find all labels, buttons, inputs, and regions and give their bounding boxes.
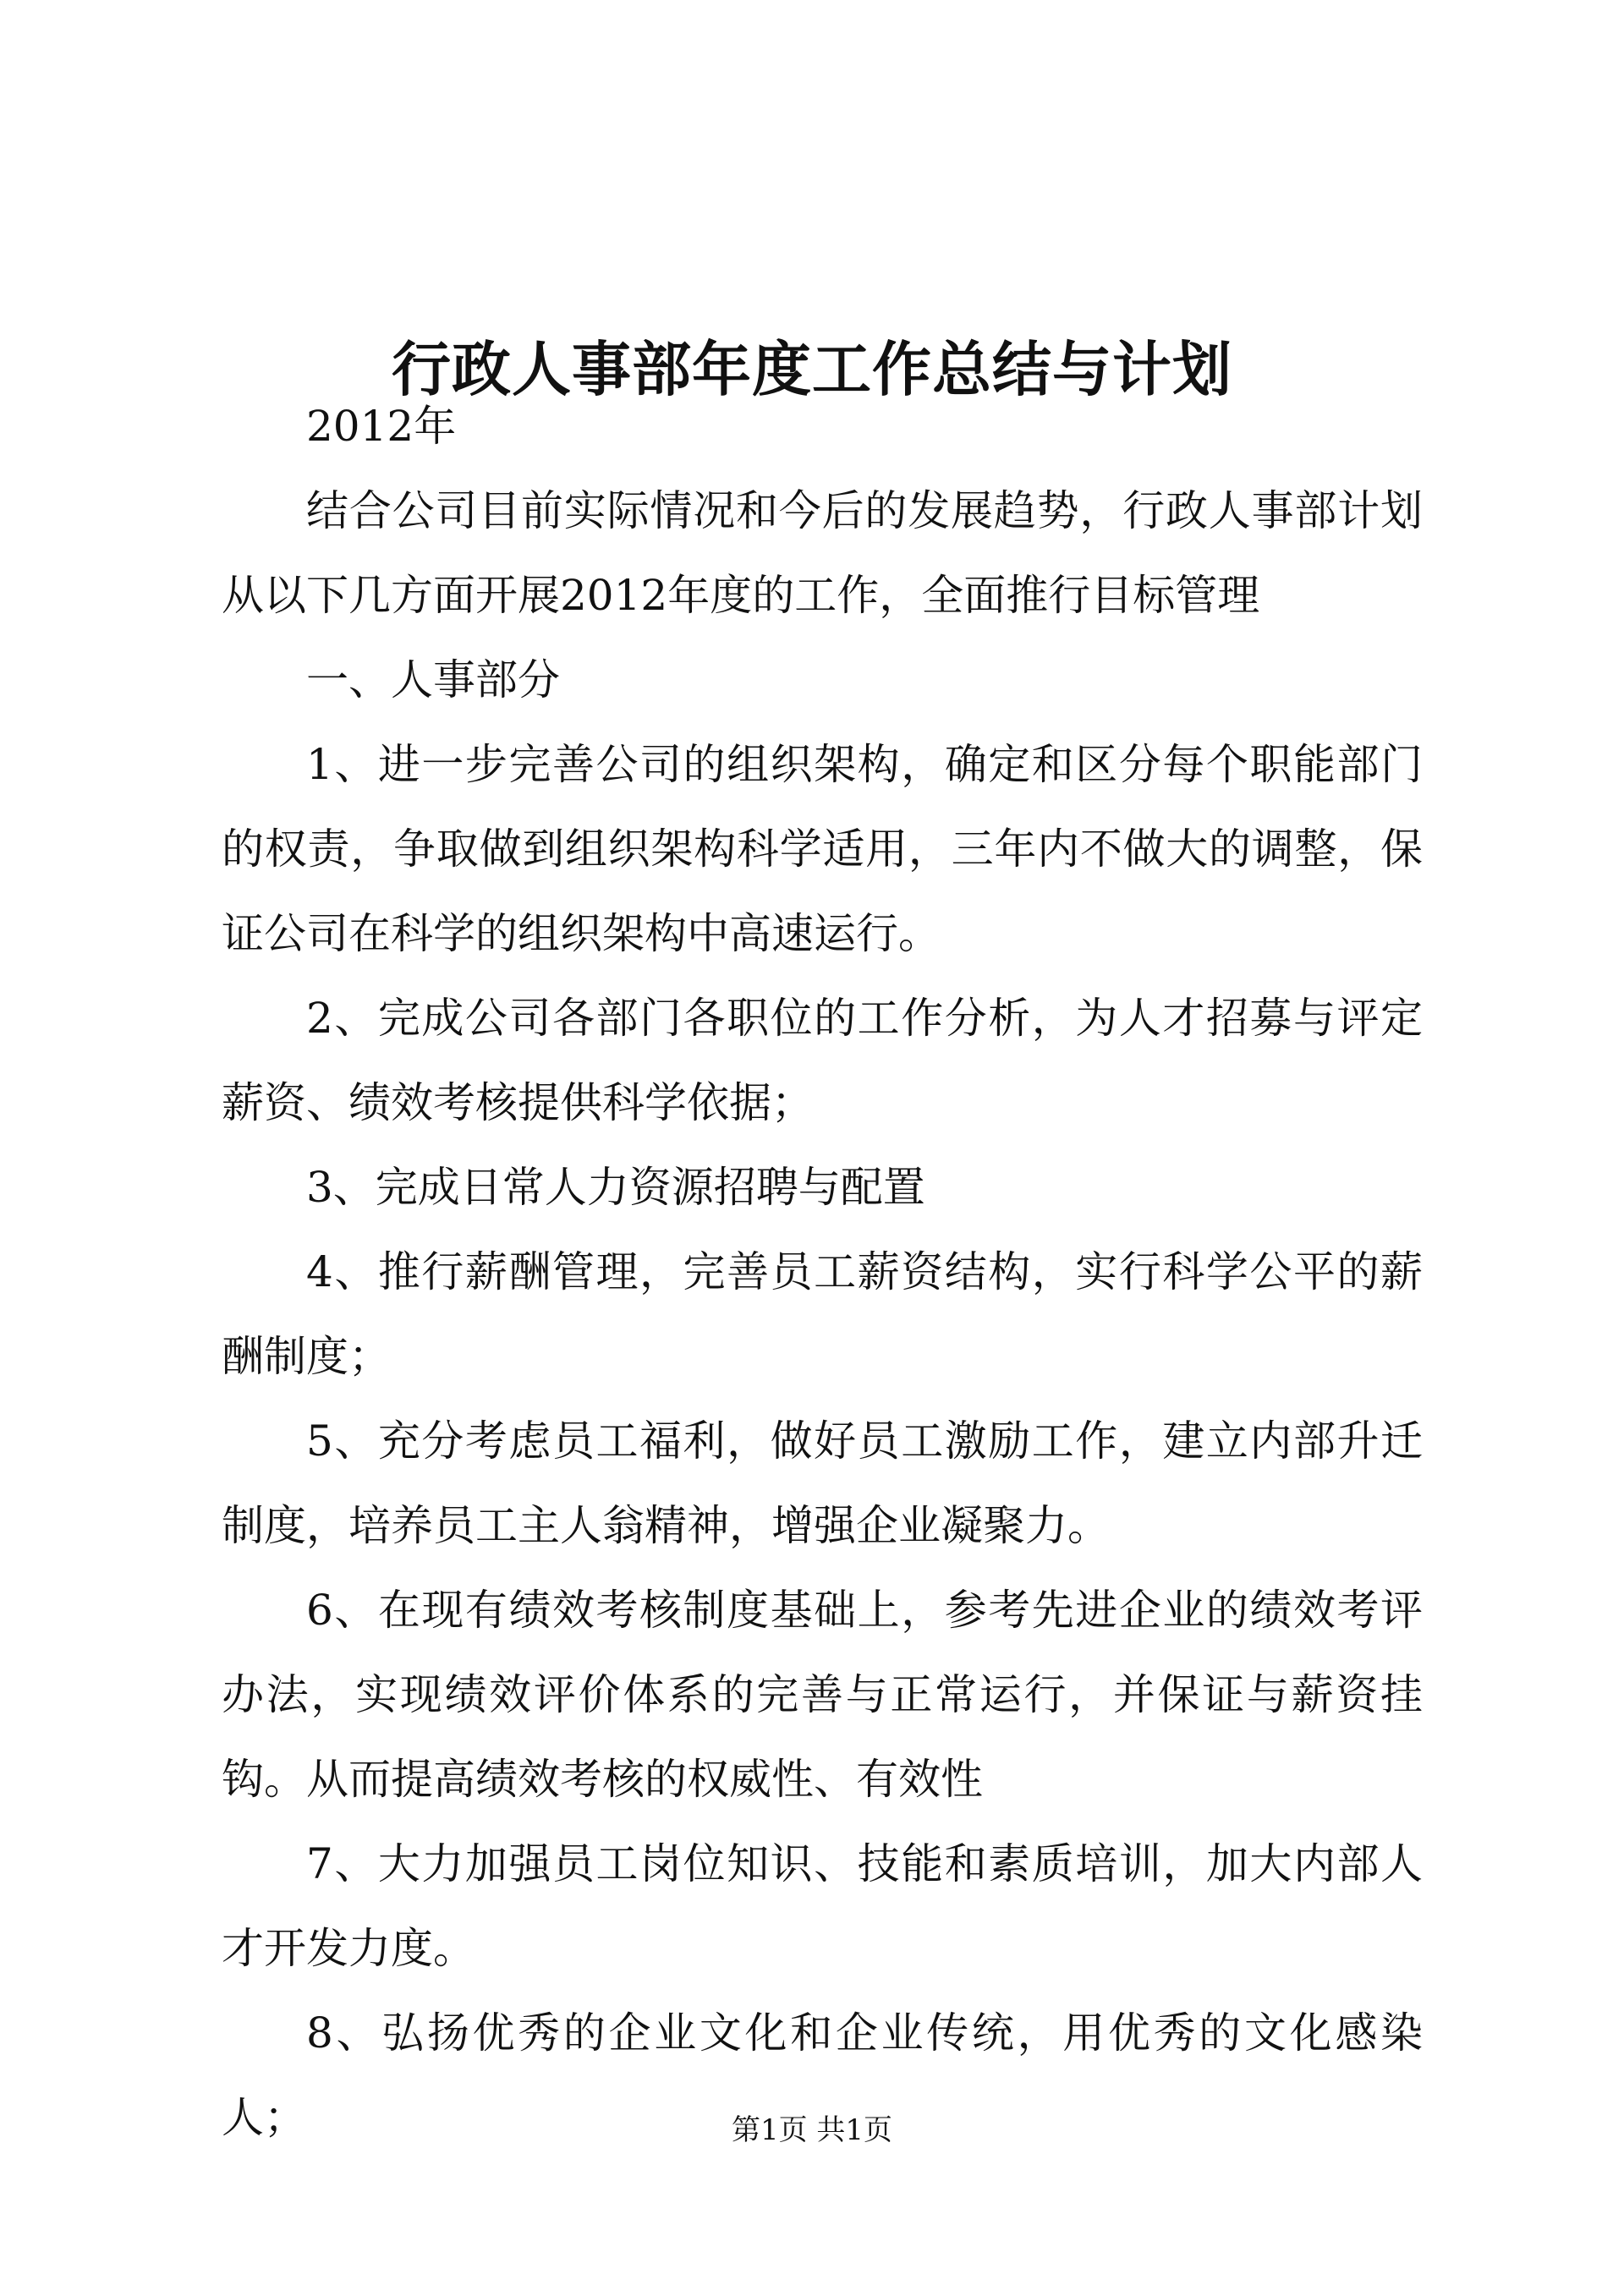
document-title: 行政人事部年度工作总结与计划 bbox=[392, 333, 1232, 404]
list-item-4: 4、推行薪酬管理，完善员工薪资结构，实行科学公平的薪酬制度； bbox=[222, 1247, 1423, 1381]
list-item-3: 3、完成日常人力资源招聘与配置 bbox=[306, 1163, 925, 1212]
document-body bbox=[222, 384, 1423, 2160]
list-item-6: 6、在现有绩效考核制度基础上，参考先进企业的绩效考评办法，实现绩效评价体系的完善与正常运行，并保证与薪资挂钩。从而提高绩效考核的权威性、有效性 bbox=[222, 1586, 1423, 1804]
list-item-1: 1、进一步完善公司的组织架构，确定和区分每个职能部门的权责，争取做到组织架构科学适用，三年内不做大的调整，保证公司在科学的组织架构中高速运行。 bbox=[222, 740, 1423, 958]
section-heading: 一、人事部分 bbox=[306, 655, 560, 704]
list-item-2: 2、完成公司各部门各职位的工作分析，为人才招募与评定薪资、绩效考核提供科学依据； bbox=[222, 994, 1423, 1127]
intro-paragraph: 结合公司目前实际情况和今后的发展趋势，行政人事部计划从以下几方面开展2012年度的工作，全面推行目标管理 bbox=[222, 486, 1423, 620]
year-line: 2012年 bbox=[306, 402, 457, 451]
list-item-8: 8、弘扬优秀的企业文化和企业传统，用优秀的文化感染人； bbox=[222, 2008, 1423, 2142]
list-item-7: 7、大力加强员工岗位知识、技能和素质培训，加大内部人才开发力度。 bbox=[222, 1839, 1423, 1973]
list-item-5: 5、充分考虑员工福利，做好员工激励工作，建立内部升迁制度，培养员工主人翁精神，增强企业凝聚力。 bbox=[222, 1417, 1423, 1550]
page-footer: 第1页 共1页 bbox=[731, 2113, 893, 2147]
